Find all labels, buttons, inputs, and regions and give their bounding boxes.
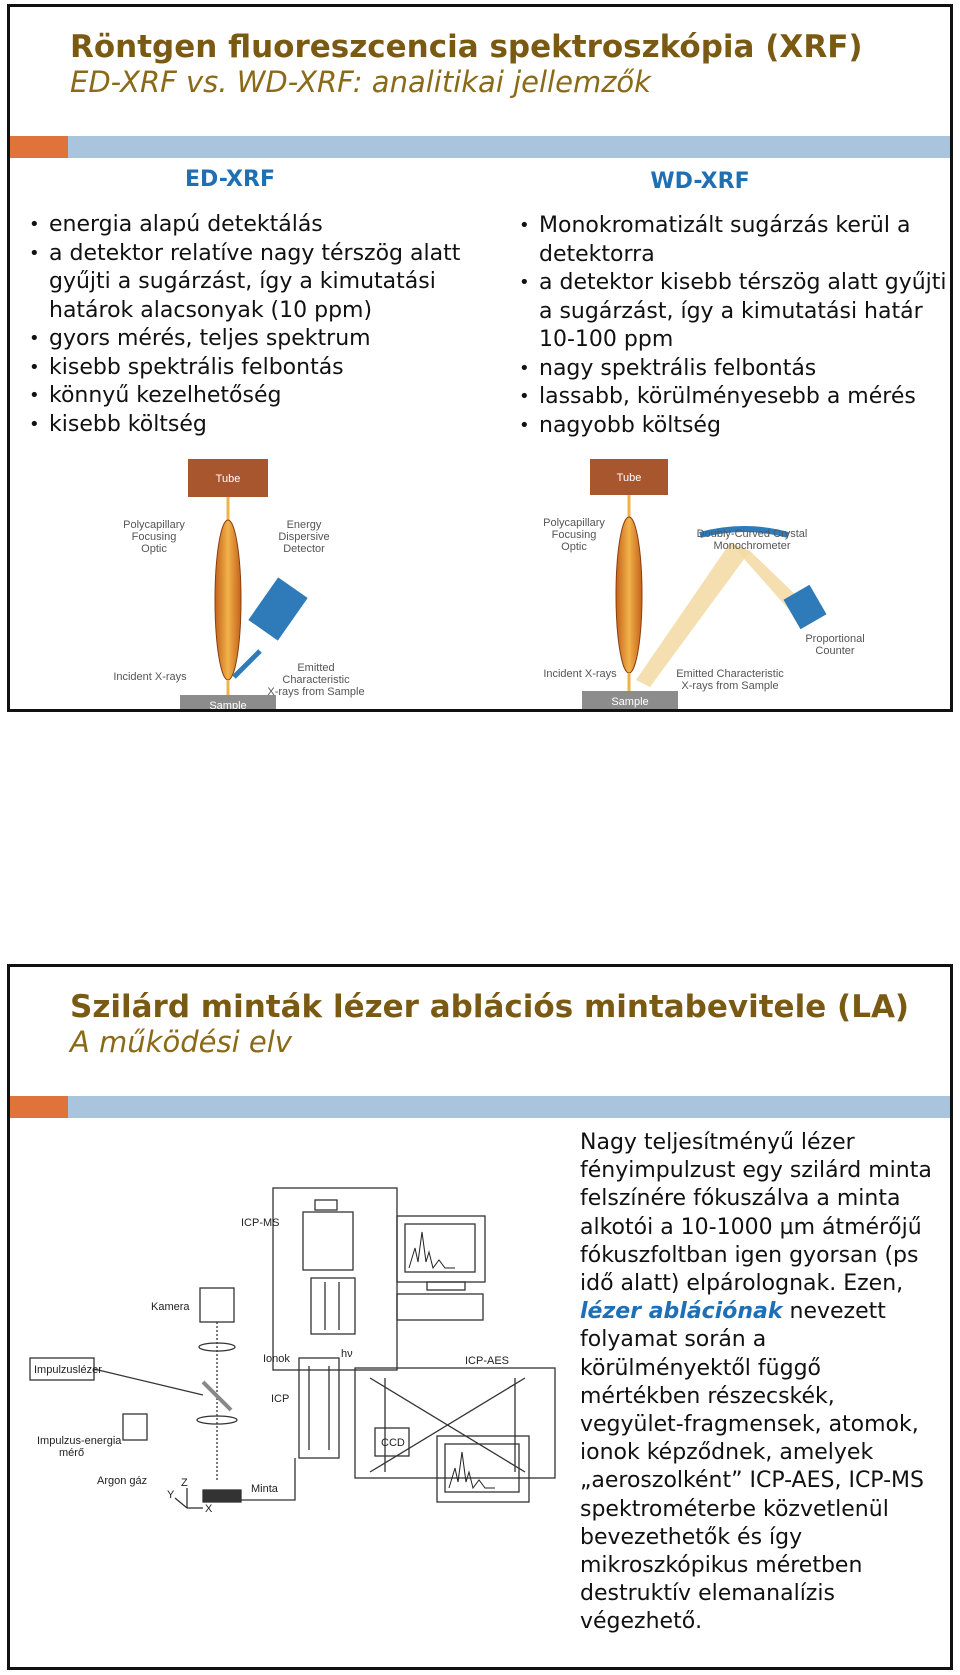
optic-label-1: Polycapillary: [123, 519, 185, 531]
bullet-item: • kisebb spektrális felbontás: [27, 354, 467, 383]
slide-subtitle: ED-XRF vs. WD-XRF: analitikai jellemzők: [70, 65, 651, 99]
label-laser: Impulzuslézer: [34, 1364, 102, 1376]
bullet-item: • a detektor kisebb térszög alatt gyűjti a sugárzást, így a kimutatási határ 10-100 ppm: [517, 269, 947, 355]
optic-label-2: Focusing: [551, 529, 597, 541]
detector-label-2: Dispersive: [278, 531, 330, 543]
bullet-item: • gyors mérés, teljes spektrum: [27, 325, 467, 354]
label-energy-2: mérő: [59, 1447, 85, 1459]
description-paragraph: [580, 1129, 940, 1637]
sample-label: Sample: [611, 696, 649, 708]
accent-bar-blue: [68, 1096, 950, 1118]
column-heading-wd-xrf: WD-XRF: [650, 169, 750, 194]
label-ionok: Ionok: [263, 1353, 290, 1365]
wd-xrf-bullets: [517, 212, 947, 440]
accent-bar-orange: [10, 136, 68, 158]
bullet-item: • könnyű kezelhetőség: [27, 382, 467, 411]
energy-detector: [248, 577, 307, 640]
counter-label-1: Proportional: [805, 633, 865, 645]
bullet-item: • nagy spektrális felbontás: [517, 355, 947, 384]
paragraph-text-1: Nagy teljesítményű lézer fényimpulzust egy szilárd minta felszínére fókuszálva a minta alkotói a 10-1000 µm átmérőjű fókuszfoltban igen gyorsan (ps idő alatt) elpárolognak. Ezen,: [580, 1130, 932, 1297]
label-icpaes: ICP-AES: [465, 1355, 510, 1367]
slide-laser-ablation: [7, 964, 953, 1670]
emitted-label-1: Emitted Characteristic: [676, 668, 784, 680]
optic-label-2: Focusing: [131, 531, 177, 543]
icp-torch: [299, 1358, 339, 1458]
focusing-optic: [616, 517, 642, 673]
counter-label-2: Counter: [815, 645, 855, 657]
label-energy-1: Impulzus-energia: [37, 1435, 122, 1447]
axis-z: Z: [181, 1477, 188, 1489]
emitted-label-2: X-rays from Sample: [681, 680, 779, 692]
emitted-label-2: Characteristic: [282, 674, 350, 686]
axis-x: X: [205, 1503, 213, 1512]
detector-label-1: Energy: [286, 519, 322, 531]
emitted-beam: [636, 543, 750, 687]
bullet-item: • energia alapú detektálás: [27, 211, 467, 240]
detector-label-3: Detector: [283, 543, 325, 555]
camera-box: [200, 1288, 234, 1322]
tube-label: Tube: [215, 473, 241, 485]
emitted-label-1: Emitted: [297, 662, 335, 674]
focusing-optic: [215, 520, 241, 680]
slide-title: Röntgen fluoreszcencia spektroszkópia (XRF): [70, 29, 863, 65]
incident-label: Incident X-rays: [113, 671, 187, 683]
tube-label: Tube: [616, 472, 642, 484]
bullet-item: • Monokromatizált sugárzás kerül a detektorra: [517, 212, 947, 269]
optic-label-3: Optic: [561, 541, 587, 553]
crystal-label-1: Doubly-Curved Crystal: [696, 528, 808, 540]
accent-bar-orange: [10, 1096, 68, 1118]
la-icp-diagram: [25, 1182, 565, 1512]
energy-meter: [123, 1414, 147, 1440]
optic-label-1: Polycapillary: [543, 517, 605, 529]
ed-xrf-bullets: [27, 211, 467, 439]
incident-label: Incident X-rays: [543, 668, 617, 680]
optic-label-3: Optic: [141, 543, 167, 555]
bullet-item: • nagyobb költség: [517, 412, 947, 441]
slide-subtitle: A működési elv: [70, 1025, 292, 1059]
label-kamera: Kamera: [151, 1301, 190, 1313]
sample-label: Sample: [209, 700, 247, 712]
slide-xrf: [7, 4, 953, 712]
label-icp: ICP: [271, 1393, 290, 1405]
ed-xrf-diagram: [110, 455, 390, 712]
sample-stage: [203, 1490, 241, 1502]
crystal-label-2: Monochrometer: [713, 540, 791, 552]
label-argon: Argon gáz: [97, 1475, 148, 1487]
label-ccd: CCD: [381, 1437, 405, 1449]
label-hv: hν: [341, 1348, 353, 1360]
column-heading-ed-xrf: ED-XRF: [185, 167, 275, 192]
bullet-item: • a detektor relatíve nagy térszög alatt gyűjti a sugárzást, így a kimutatási határok alacsonyak (10 ppm): [27, 240, 467, 326]
bullet-item: • lassabb, körülményesebb a mérés: [517, 383, 947, 412]
wd-xrf-diagram: [540, 455, 870, 710]
label-minta: Minta: [251, 1483, 278, 1495]
accent-bar-blue: [68, 136, 950, 158]
slide-title: Szilárd minták lézer ablációs mintabevitele (LA): [70, 989, 910, 1025]
icpms-cabinet: [273, 1188, 397, 1370]
paragraph-highlight: lézer ablációnak: [580, 1299, 783, 1325]
label-icpms: ICP-MS: [241, 1217, 280, 1229]
axis-y: Y: [167, 1489, 175, 1501]
paragraph-text-2: nevezett folyamat során a körülményektől függő mértékben részecskék, vegyület-fragmensek, atomok, ionok képződnek, amelyek „aeroszolként” ICP-AES, ICP-MS spektrométerbe közvetlenül bevezethetők és így mikroszkópikus méretben destruktív elemanalízis végezhető.: [580, 1299, 924, 1635]
emitted-label-3: X-rays from Sample: [267, 686, 365, 698]
bullet-item: • kisebb költség: [27, 411, 467, 440]
